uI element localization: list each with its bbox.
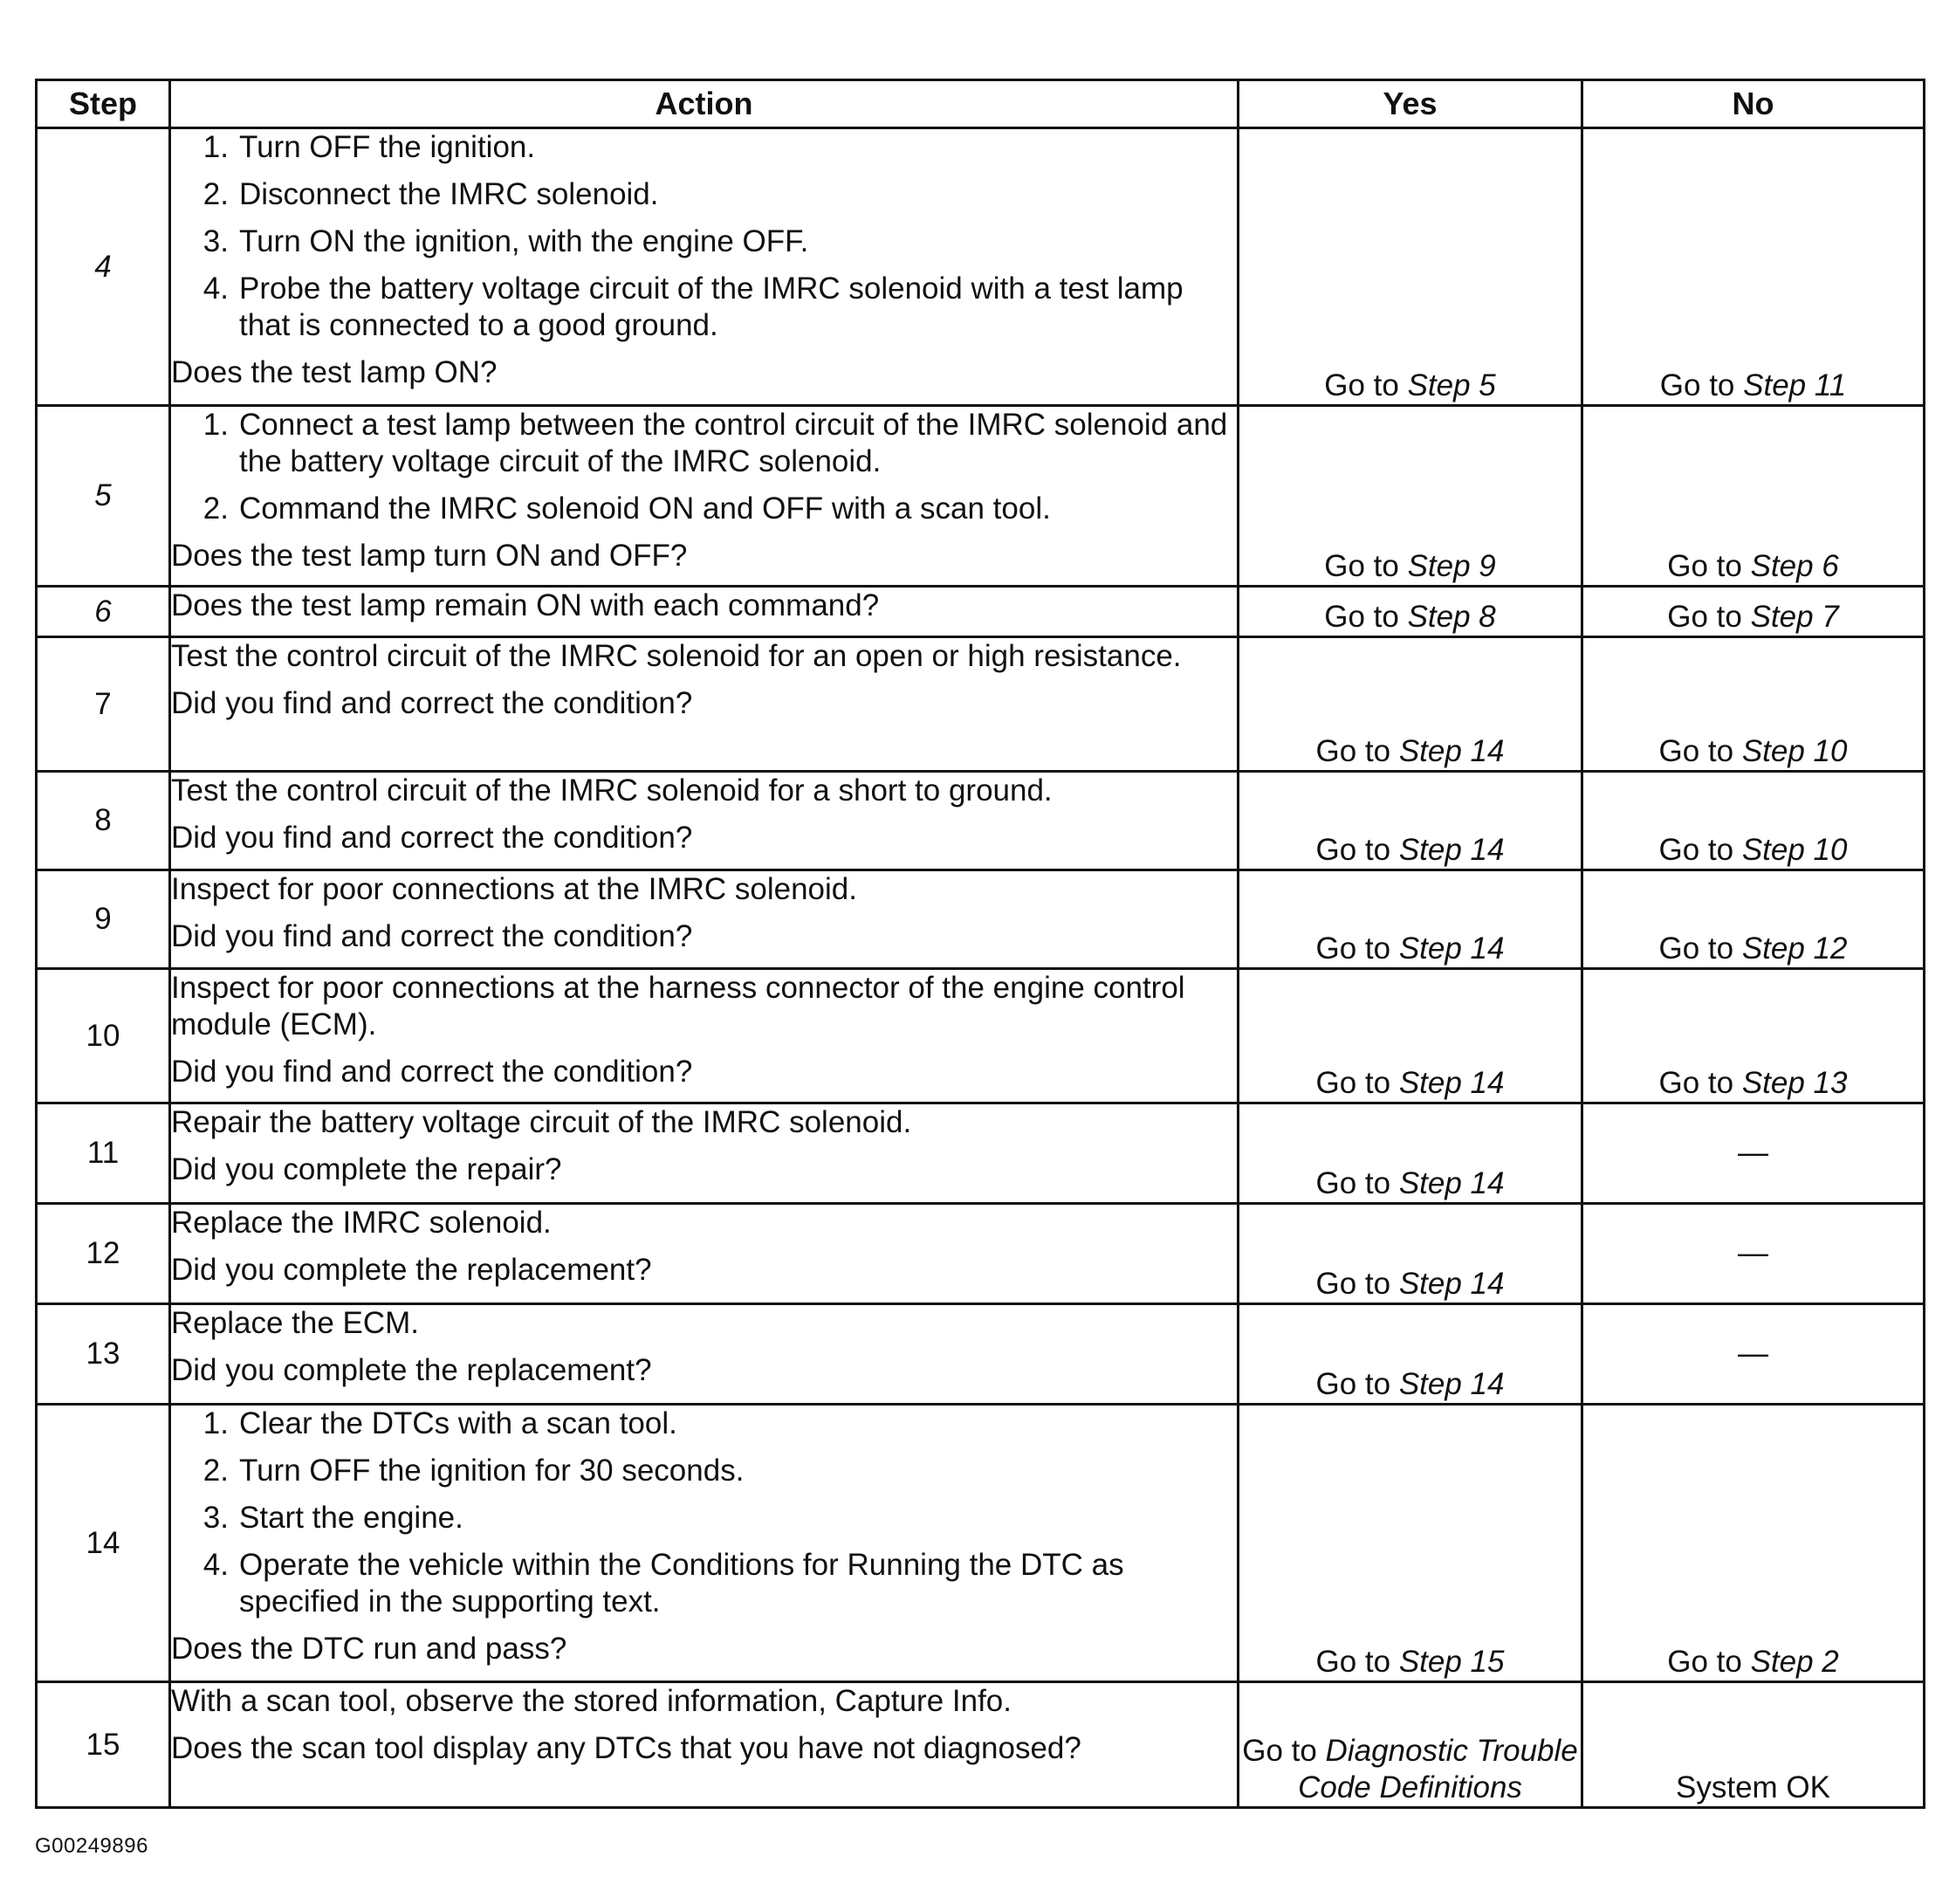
no-cell bbox=[1582, 128, 1925, 406]
no-cell bbox=[1582, 637, 1925, 772]
table-header-row bbox=[37, 80, 1925, 128]
item-number: 2. bbox=[202, 491, 229, 526]
item-text: Connect a test lamp between the control circuit of the IMRC solenoid and the battery voltage circuit of the IMRC solenoid. bbox=[239, 408, 1228, 478]
action-statement: Replace the ECM. bbox=[171, 1306, 420, 1340]
list-item bbox=[171, 271, 1237, 344]
table-row bbox=[37, 1405, 1925, 1682]
table-row bbox=[37, 969, 1925, 1103]
step-number: 11 bbox=[37, 1103, 170, 1204]
yes-cell bbox=[1239, 969, 1582, 1103]
action-cell bbox=[170, 772, 1239, 870]
action-statement: Test the control circuit of the IMRC solenoid for an open or high resistance. bbox=[171, 639, 1182, 673]
yes-cell bbox=[1239, 1682, 1582, 1808]
step-link[interactable]: Step 14 bbox=[1398, 734, 1505, 768]
action-list bbox=[171, 1406, 1237, 1620]
action-cell bbox=[170, 406, 1239, 587]
action-statement: Repair the battery voltage circuit of the IMRC solenoid. bbox=[171, 1105, 912, 1139]
step-link[interactable]: Step 10 bbox=[1741, 833, 1848, 867]
goto-prefix: Go to bbox=[1242, 1734, 1326, 1768]
item-text: Command the IMRC solenoid ON and OFF with a scan tool. bbox=[239, 491, 1051, 526]
header-step: Step bbox=[37, 80, 170, 128]
action-cell bbox=[170, 1304, 1239, 1405]
question-text: Does the test lamp turn ON and OFF? bbox=[171, 539, 688, 573]
step-link[interactable]: Step 11 bbox=[1743, 368, 1847, 402]
question-text: Does the test lamp ON? bbox=[171, 355, 498, 389]
yes-cell bbox=[1239, 1405, 1582, 1682]
goto-prefix: Go to bbox=[1315, 1267, 1399, 1301]
goto-prefix: Go to bbox=[1315, 1066, 1399, 1100]
step-link[interactable]: Step 6 bbox=[1750, 549, 1839, 583]
item-number: 3. bbox=[202, 1501, 229, 1535]
yes-cell bbox=[1239, 772, 1582, 870]
action-cell bbox=[170, 637, 1239, 772]
no-cell bbox=[1582, 772, 1925, 870]
no-cell: — bbox=[1582, 1304, 1925, 1405]
action-statement: With a scan tool, observe the stored information, Capture Info. bbox=[171, 1684, 1012, 1718]
goto-prefix: Go to bbox=[1315, 734, 1399, 768]
action-cell bbox=[170, 128, 1239, 406]
question-text: Does the DTC run and pass? bbox=[171, 1632, 567, 1666]
goto-prefix: Go to bbox=[1324, 549, 1408, 583]
question-text: Did you complete the replacement? bbox=[171, 1353, 652, 1387]
action-statement: Inspect for poor connections at the harness connector of the engine control module (ECM). bbox=[171, 971, 1185, 1041]
action-list bbox=[171, 129, 1237, 344]
table-row bbox=[37, 587, 1925, 637]
step-number: 13 bbox=[37, 1304, 170, 1405]
question-text: Did you find and correct the condition? bbox=[171, 686, 693, 720]
item-number: 4. bbox=[202, 272, 229, 306]
list-item bbox=[171, 1453, 1237, 1489]
goto-prefix: Go to bbox=[1315, 833, 1399, 867]
step-link[interactable]: Step 5 bbox=[1407, 368, 1496, 402]
table-row bbox=[37, 1204, 1925, 1304]
step-number: 9 bbox=[37, 870, 170, 969]
question-text: Did you complete the repair? bbox=[171, 1152, 562, 1186]
item-number: 1. bbox=[202, 408, 229, 442]
table-row bbox=[37, 128, 1925, 406]
table-row bbox=[37, 1304, 1925, 1405]
item-number: 4. bbox=[202, 1548, 229, 1582]
goto-prefix: Go to bbox=[1315, 1166, 1399, 1200]
item-text: Turn OFF the ignition for 30 seconds. bbox=[239, 1454, 745, 1488]
step-link[interactable]: Step 14 bbox=[1398, 931, 1505, 966]
action-cell bbox=[170, 1103, 1239, 1204]
goto-prefix: Go to bbox=[1667, 549, 1751, 583]
question-text: Did you find and correct the condition? bbox=[171, 821, 693, 855]
goto-prefix: Go to bbox=[1658, 1066, 1742, 1100]
item-text: Turn ON the ignition, with the engine OFF. bbox=[239, 224, 809, 258]
header-action: Action bbox=[170, 80, 1239, 128]
step-number: 4 bbox=[37, 128, 170, 406]
item-number: 1. bbox=[202, 130, 229, 164]
step-link[interactable]: Step 2 bbox=[1750, 1645, 1839, 1679]
question-text: Does the scan tool display any DTCs that you have not diagnosed? bbox=[171, 1731, 1081, 1765]
no-cell: System OK bbox=[1582, 1682, 1925, 1808]
step-link[interactable]: Step 12 bbox=[1741, 931, 1848, 966]
no-cell bbox=[1582, 406, 1925, 587]
question-text: Did you find and correct the condition? bbox=[171, 919, 693, 953]
step-link[interactable]: Step 15 bbox=[1398, 1645, 1505, 1679]
item-text: Turn OFF the ignition. bbox=[239, 130, 536, 164]
step-number: 14 bbox=[37, 1405, 170, 1682]
item-number: 2. bbox=[202, 177, 229, 211]
action-cell bbox=[170, 1204, 1239, 1304]
yes-cell bbox=[1239, 1204, 1582, 1304]
yes-cell bbox=[1239, 1103, 1582, 1204]
step-link[interactable]: Step 7 bbox=[1750, 600, 1839, 634]
yes-cell bbox=[1239, 1304, 1582, 1405]
list-item bbox=[171, 407, 1237, 480]
item-text: Start the engine. bbox=[239, 1501, 463, 1535]
action-statement: Inspect for poor connections at the IMRC solenoid. bbox=[171, 872, 857, 906]
item-text: Clear the DTCs with a scan tool. bbox=[239, 1406, 677, 1440]
item-text: Disconnect the IMRC solenoid. bbox=[239, 177, 659, 211]
goto-prefix: Go to bbox=[1658, 734, 1742, 768]
yes-cell bbox=[1239, 128, 1582, 406]
yes-cell bbox=[1239, 637, 1582, 772]
yes-cell bbox=[1239, 587, 1582, 637]
step-number: 12 bbox=[37, 1204, 170, 1304]
table-row bbox=[37, 870, 1925, 969]
step-link[interactable]: Step 14 bbox=[1398, 1066, 1505, 1100]
item-number: 1. bbox=[202, 1406, 229, 1440]
step-number: 5 bbox=[37, 406, 170, 587]
step-number: 10 bbox=[37, 969, 170, 1103]
item-text: Operate the vehicle within the Conditions for Running the DTC as specified in the supporting text. bbox=[239, 1548, 1124, 1619]
header-no: No bbox=[1582, 80, 1925, 128]
item-number: 3. bbox=[202, 224, 229, 258]
no-cell bbox=[1582, 587, 1925, 637]
step-number: 15 bbox=[37, 1682, 170, 1808]
list-item bbox=[171, 1500, 1237, 1536]
no-cell: — bbox=[1582, 1204, 1925, 1304]
yes-cell bbox=[1239, 406, 1582, 587]
no-cell bbox=[1582, 1405, 1925, 1682]
action-cell bbox=[170, 1682, 1239, 1808]
step-link[interactable]: Step 14 bbox=[1398, 1267, 1505, 1301]
action-statement: Test the control circuit of the IMRC solenoid for a short to ground. bbox=[171, 773, 1053, 808]
no-cell: — bbox=[1582, 1103, 1925, 1204]
step-link[interactable]: Step 14 bbox=[1398, 833, 1505, 867]
step-link[interactable]: Step 8 bbox=[1407, 600, 1496, 634]
goto-prefix: Go to bbox=[1324, 600, 1408, 634]
table-row bbox=[37, 772, 1925, 870]
table-row bbox=[37, 637, 1925, 772]
goto-prefix: Go to bbox=[1324, 368, 1408, 402]
list-item bbox=[171, 1547, 1237, 1620]
diagnostic-table bbox=[35, 79, 1925, 1809]
step-number: 7 bbox=[37, 637, 170, 772]
step-number: 8 bbox=[37, 772, 170, 870]
goto-prefix: Go to bbox=[1315, 931, 1399, 966]
list-item bbox=[171, 1406, 1237, 1442]
goto-prefix: Go to bbox=[1658, 931, 1742, 966]
action-cell bbox=[170, 1405, 1239, 1682]
action-cell bbox=[170, 870, 1239, 969]
action-cell bbox=[170, 969, 1239, 1103]
table-row bbox=[37, 1103, 1925, 1204]
no-cell bbox=[1582, 969, 1925, 1103]
goto-prefix: Go to bbox=[1315, 1367, 1399, 1401]
yes-cell bbox=[1239, 870, 1582, 969]
item-text: Probe the battery voltage circuit of the IMRC solenoid with a test lamp that is connected to a good ground. bbox=[239, 272, 1184, 342]
goto-prefix: Go to bbox=[1659, 368, 1744, 402]
goto-prefix: Go to bbox=[1658, 833, 1742, 867]
question-text: Did you complete the replacement? bbox=[171, 1253, 652, 1287]
list-item bbox=[171, 176, 1237, 213]
question-text: Did you find and correct the condition? bbox=[171, 1055, 693, 1089]
action-list bbox=[171, 407, 1237, 527]
step-link[interactable]: Step 14 bbox=[1398, 1367, 1505, 1401]
list-item bbox=[171, 129, 1237, 166]
definitions-link[interactable]: Diagnostic Trouble Code Definitions bbox=[1298, 1734, 1578, 1804]
table-row bbox=[37, 1682, 1925, 1808]
action-statement: Replace the IMRC solenoid. bbox=[171, 1206, 552, 1240]
goto-prefix: Go to bbox=[1667, 600, 1751, 634]
question-text: Does the test lamp remain ON with each command? bbox=[171, 588, 880, 622]
step-link[interactable]: Step 13 bbox=[1741, 1066, 1848, 1100]
step-link[interactable]: Step 10 bbox=[1741, 734, 1848, 768]
list-item bbox=[171, 223, 1237, 260]
table-row bbox=[37, 406, 1925, 587]
item-number: 2. bbox=[202, 1454, 229, 1488]
header-yes: Yes bbox=[1239, 80, 1582, 128]
no-cell bbox=[1582, 870, 1925, 969]
action-cell bbox=[170, 587, 1239, 637]
goto-prefix: Go to bbox=[1315, 1645, 1399, 1679]
figure-id: G00249896 bbox=[35, 1834, 148, 1858]
goto-prefix: Go to bbox=[1667, 1645, 1751, 1679]
list-item bbox=[171, 491, 1237, 527]
step-link[interactable]: Step 14 bbox=[1398, 1166, 1505, 1200]
step-link[interactable]: Step 9 bbox=[1407, 549, 1496, 583]
step-number: 6 bbox=[37, 587, 170, 637]
